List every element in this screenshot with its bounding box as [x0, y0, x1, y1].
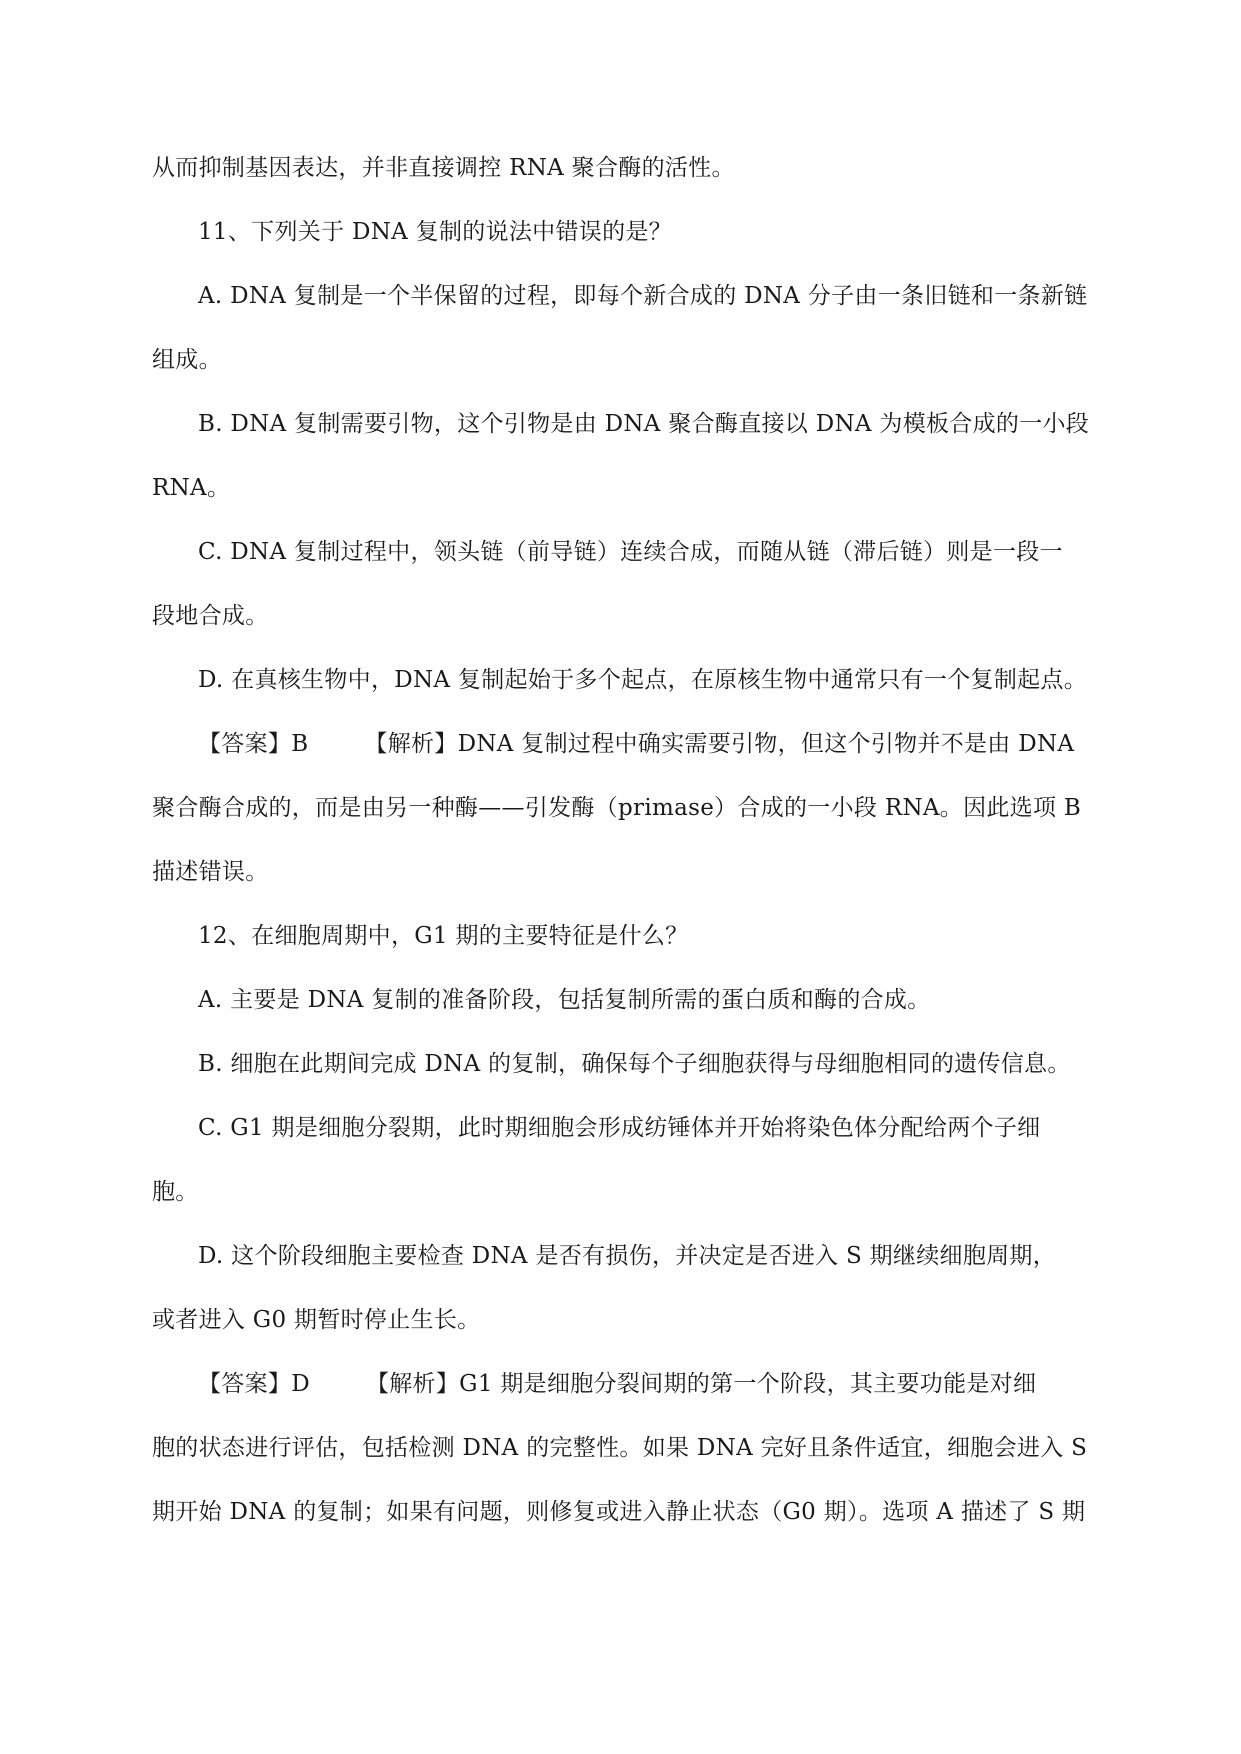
question-12-option-b: B. 细胞在此期间完成 DNA 的复制，确保每个子细胞获得与母细胞相同的遗传信息。 — [198, 1051, 1071, 1077]
document-page — [152, 136, 1088, 1544]
question-12-option-c-cont: 胞。 — [152, 1179, 199, 1205]
question-12-option-d: D. 这个阶段细胞主要检查 DNA 是否有损伤，并决定是否进入 S 期继续细胞周期， — [198, 1243, 1057, 1269]
question-12-option-c: C. G1 期是细胞分裂期，此时期细胞会形成纺锤体并开始将染色体分配给两个子细 — [198, 1115, 1041, 1141]
question-12-analysis: 【解析】G1 期是细胞分裂间期的第一个阶段，其主要功能是对细 — [365, 1371, 1037, 1397]
question-11-option-a: A. DNA 复制是一个半保留的过程，即每个新合成的 DNA 分子由一条旧链和一条新链 — [198, 283, 1088, 309]
question-11-option-a-cont: 组成。 — [152, 347, 222, 373]
question-12-stem: 12、在细胞周期中，G1 期的主要特征是什么？ — [198, 923, 689, 949]
question-11-analysis-cont-1: 聚合酶合成的，而是由另一种酶——引发酶（primase）合成的一小段 RNA。因此选项 B — [152, 795, 1082, 821]
question-11-option-c: C. DNA 复制过程中，领头链（前导链）连续合成，而随从链（滞后链）则是一段一 — [198, 539, 1063, 565]
question-11-option-c-cont: 段地合成。 — [152, 603, 269, 629]
question-11-option-b-cont: RNA。 — [152, 475, 231, 501]
question-12-analysis-cont-2: 期开始 DNA 的复制；如果有问题，则修复或进入静止状态（G0 期）。选项 A 描述了 S 期 — [152, 1499, 1086, 1525]
question-12-option-a: A. 主要是 DNA 复制的准备阶段，包括复制所需的蛋白质和酶的合成。 — [198, 987, 931, 1013]
question-12-analysis-cont-1: 胞的状态进行评估，包括检测 DNA 的完整性。如果 DNA 完好且条件适宜，细胞会进入 S — [152, 1435, 1088, 1461]
question-11-analysis: 【解析】DNA 复制过程中确实需要引物，但这个引物并不是由 DNA — [364, 731, 1075, 757]
question-11-option-d: D. 在真核生物中，DNA 复制起始于多个起点，在原核生物中通常只有一个复制起点。 — [198, 667, 1088, 693]
question-12-answer: 【答案】D — [198, 1371, 310, 1397]
question-11-answer: 【答案】B — [198, 731, 309, 757]
question-11-option-b: B. DNA 复制需要引物，这个引物是由 DNA 聚合酶直接以 DNA 为模板合成的一小段 — [198, 411, 1090, 437]
paragraph-continuation: 从而抑制基因表达，并非直接调控 RNA 聚合酶的活性。 — [152, 155, 735, 181]
question-11-answer-line — [152, 712, 1088, 776]
question-11-stem: 11、下列关于 DNA 复制的说法中错误的是？ — [198, 219, 672, 245]
question-12-option-d-cont: 或者进入 G0 期暂时停止生长。 — [152, 1307, 481, 1333]
question-12-answer-line — [152, 1352, 1088, 1416]
question-11-analysis-cont-2: 描述错误。 — [152, 859, 269, 885]
